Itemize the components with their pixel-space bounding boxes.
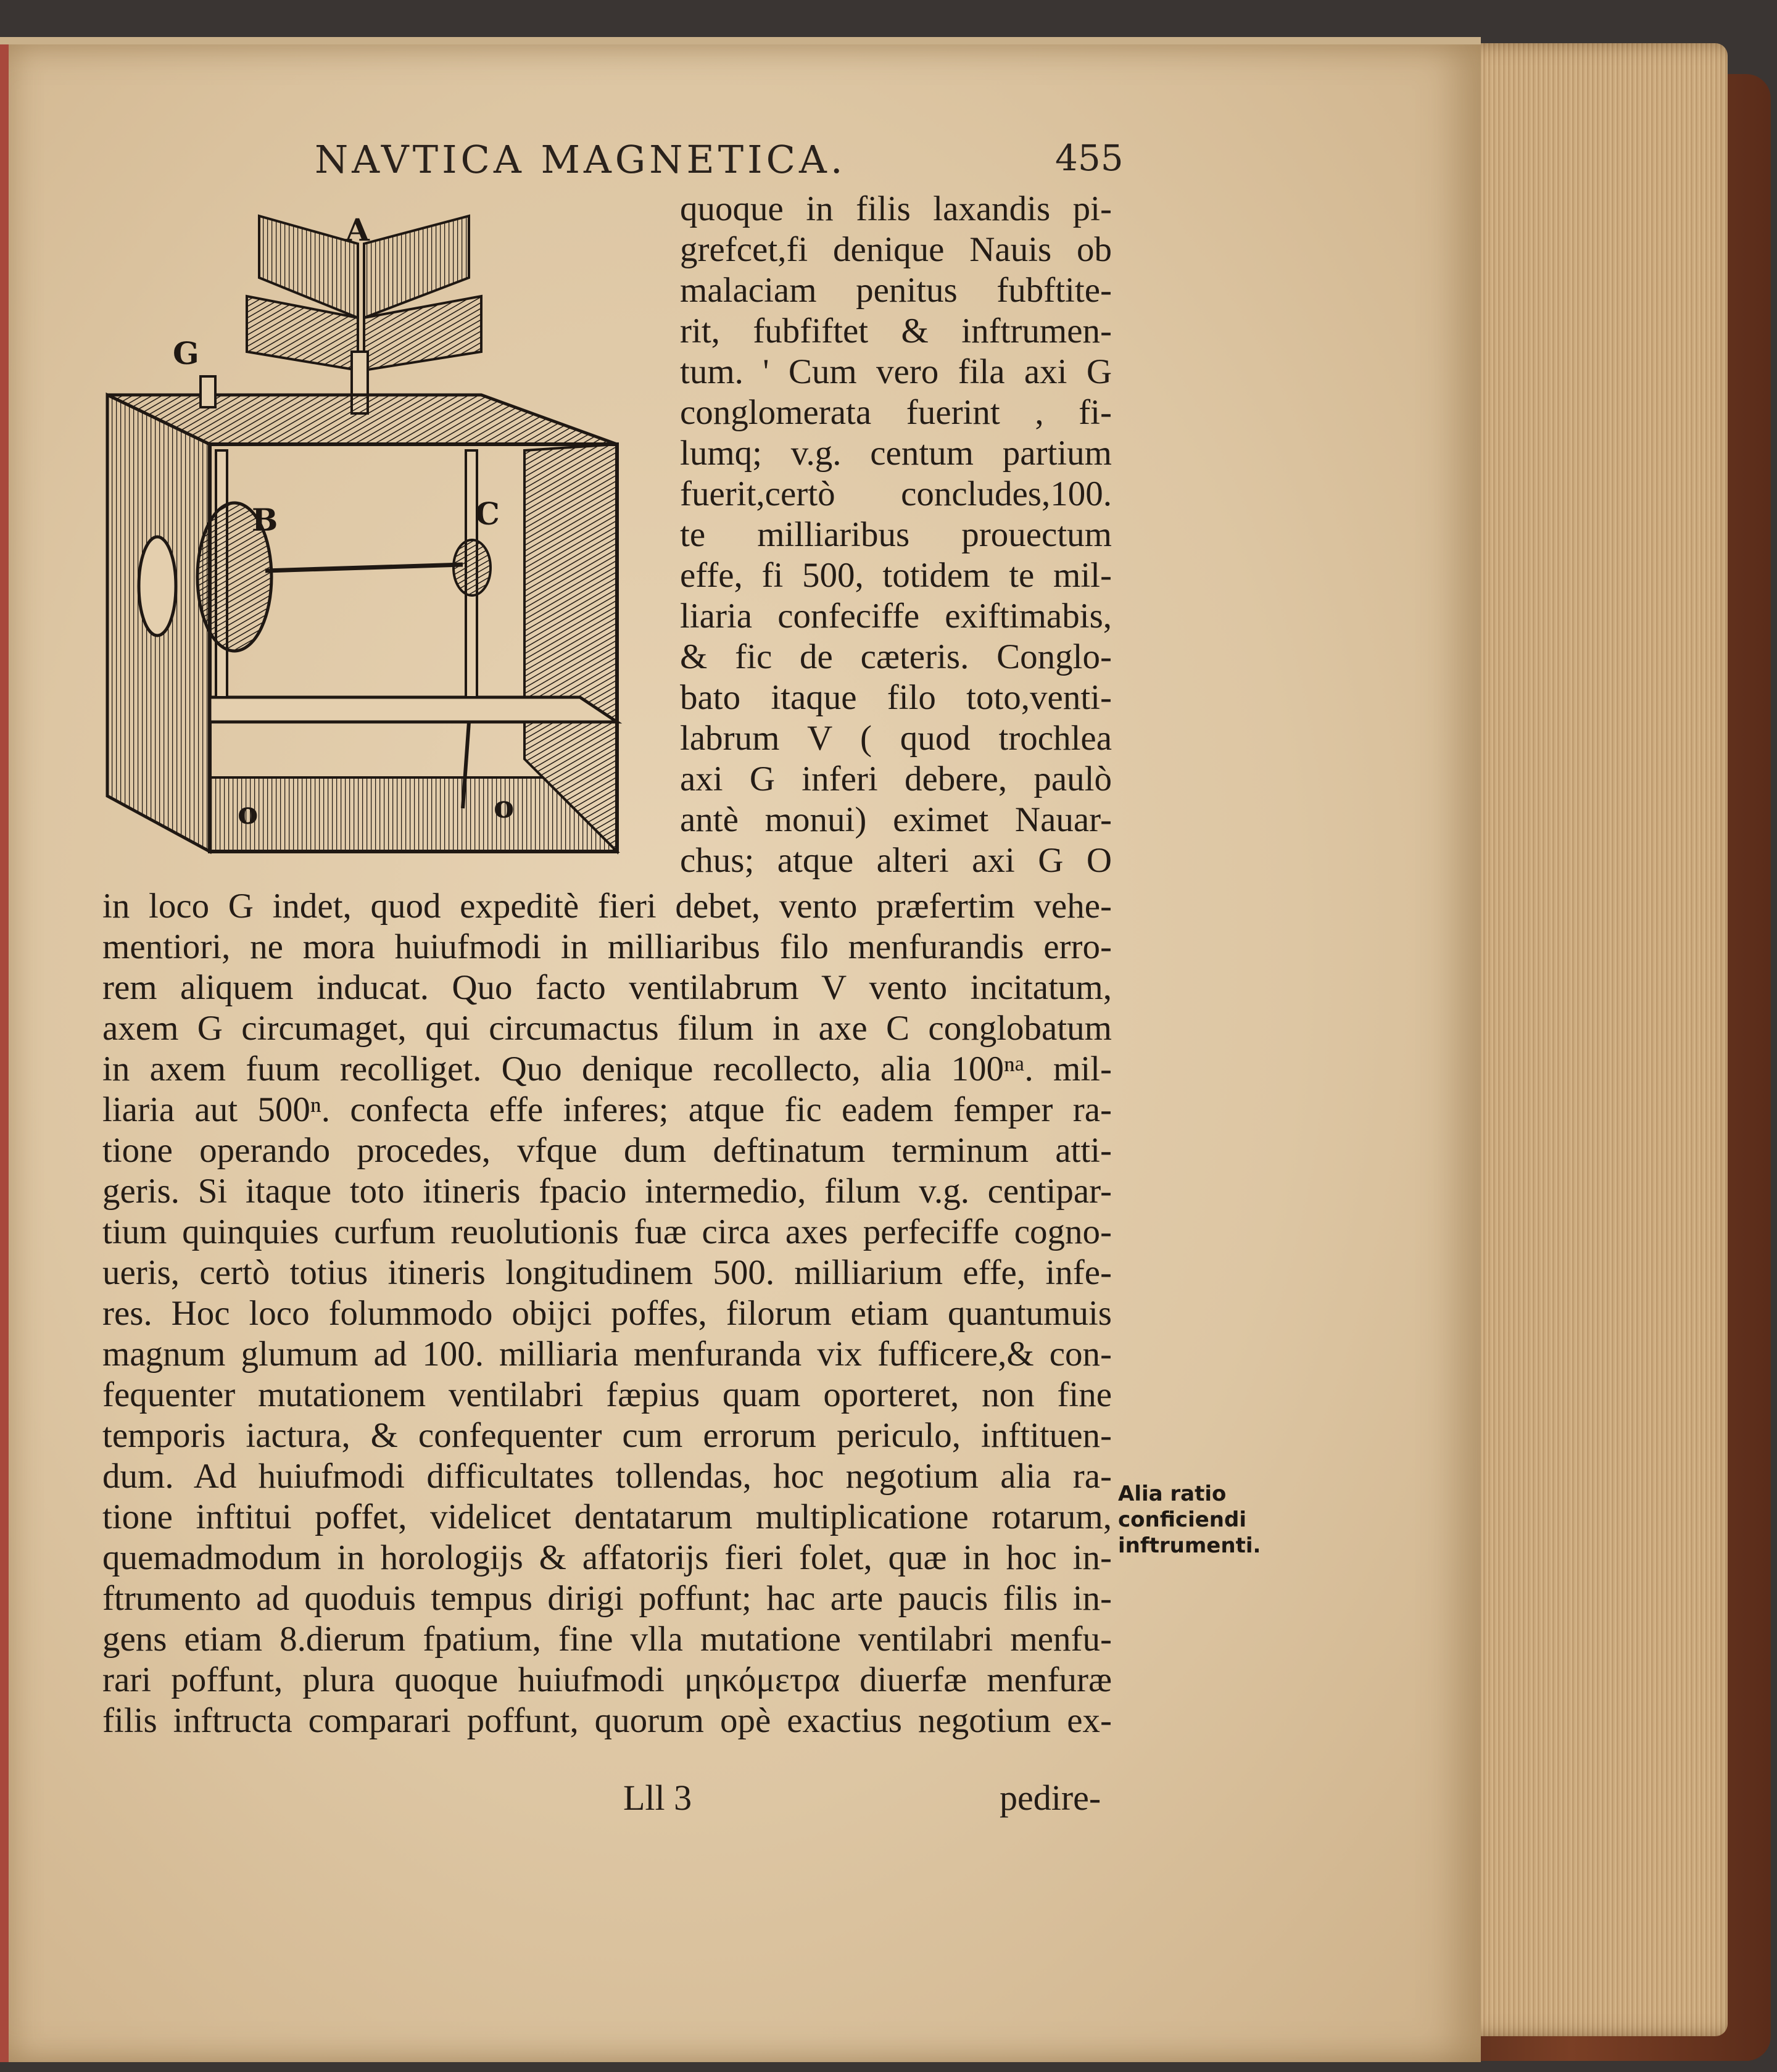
text-line: in axem fuum recolliget. Quo denique recollecto, alia 100ⁿᵃ. mil- bbox=[102, 1050, 1112, 1088]
left-page-edge bbox=[0, 44, 9, 2062]
side-hole bbox=[139, 537, 176, 636]
text-line: mentiori, ne mora huiufmodi in milliaribus filo menfurandis erro- bbox=[102, 927, 1112, 966]
text-line: quoque in filis laxandis pi- bbox=[680, 189, 1112, 228]
page-number: 455 bbox=[1055, 137, 1124, 179]
label-c: C bbox=[475, 495, 500, 532]
text-line: in loco G indet, quod expeditè fieri debet, vento præfertim vehe- bbox=[102, 887, 1112, 926]
text-line: conglomerata fuerint , fi- bbox=[680, 393, 1112, 432]
signature-mark: Lll 3 bbox=[623, 1778, 692, 1818]
text-line: quemadmodum in horologijs & affatorijs fieri folet, quæ in hoc in- bbox=[102, 1538, 1112, 1577]
label-b: B bbox=[252, 502, 278, 538]
text-line: magnum glumum ad 100. milliaria menfuranda vix fufficere,& con- bbox=[102, 1335, 1112, 1374]
text-line: liaria aut 500ⁿ. confecta effe inferes; atque fic eadem femper ra- bbox=[102, 1090, 1112, 1129]
text-line: grefcet,fi denique Nauis ob bbox=[680, 230, 1112, 269]
thread-line bbox=[265, 565, 463, 571]
text-line: tione operando procedes, vfque dum deftinatum terminum atti- bbox=[102, 1131, 1112, 1170]
marginal-note-line: Alia ratio bbox=[1118, 1481, 1227, 1506]
text-line: fequenter mutationem ventilabri fæpius quam oporteret, non fine bbox=[102, 1375, 1112, 1414]
text-line: filis inftructa comparari poffunt, quorum opè exactius negotium ex- bbox=[102, 1701, 1112, 1740]
text-line: temporis iactura, & confequenter cum errorum periculo, inftituen- bbox=[102, 1416, 1112, 1455]
thread-knot bbox=[454, 540, 491, 595]
text-line: te milliaribus prouectum bbox=[680, 515, 1112, 554]
label-o-left: o bbox=[238, 795, 259, 831]
text-line: antè monui) eximet Nauar- bbox=[680, 800, 1112, 839]
running-head bbox=[315, 137, 1124, 193]
axle-g-top bbox=[201, 376, 215, 407]
text-line: res. Hoc loco folummodo obijci poffes, filorum etiam quantumuis bbox=[102, 1294, 1112, 1333]
woodcut-svg bbox=[99, 204, 629, 870]
text-line: tione inftitui poffet, videlicet dentatarum multiplicatione rotarum, bbox=[102, 1498, 1112, 1536]
text-line: & fic de cæteris. Conglo- bbox=[680, 637, 1112, 676]
label-o-right: o bbox=[494, 789, 515, 825]
text-line: malaciam penitus fubftite- bbox=[680, 271, 1112, 310]
text-line: tium quinquies curfum reuolutionis fuæ circa axes perfeciffe cogno- bbox=[102, 1212, 1112, 1251]
text-line: rem aliquem inducat. Quo facto ventilabrum V vento incitatum, bbox=[102, 968, 1112, 1007]
text-line: fuerit,certò concludes,100. bbox=[680, 474, 1112, 513]
text-line: gens etiam 8.dierum fpatium, fine vlla mutatione ventilabri menfu- bbox=[102, 1620, 1112, 1659]
shelf bbox=[210, 697, 617, 722]
label-a: A bbox=[346, 212, 370, 248]
page-edges bbox=[1456, 43, 1728, 2036]
marginal-note bbox=[1118, 1481, 1303, 1559]
text-line: bato itaque filo toto,venti- bbox=[680, 678, 1112, 717]
woodcut-illustration bbox=[99, 204, 629, 870]
text-line: effe, fi 500, totidem te mil- bbox=[680, 556, 1112, 595]
text-line: dum. Ad huiufmodi difficultates tollendas, hoc negotium alia ra- bbox=[102, 1457, 1112, 1496]
text-line: geris. Si itaque toto itineris fpacio intermedio, filum v.g. centipar- bbox=[102, 1172, 1112, 1211]
text-line: ftrumento ad quoduis tempus dirigi poffunt; hac arte paucis filis in- bbox=[102, 1579, 1112, 1618]
marginal-note-line: inftrumenti. bbox=[1118, 1533, 1261, 1558]
running-title: NAVTICA MAGNETICA. bbox=[315, 137, 847, 182]
text-line: ueris, certò totius itineris longitudinem 500. milliarium effe, infe- bbox=[102, 1253, 1112, 1292]
text-line: axi G inferi debere, paulò bbox=[680, 760, 1112, 798]
text-line: lumq; v.g. centum partium bbox=[680, 434, 1112, 473]
text-line: tum. ' Cum vero fila axi G bbox=[680, 352, 1112, 391]
text-line: axem G circumaget, qui circumactus filum in axe C conglobatum bbox=[102, 1009, 1112, 1048]
label-g: G bbox=[173, 335, 199, 371]
text-line: labrum V ( quod trochlea bbox=[680, 719, 1112, 758]
text-line: liaria confeciffe exiftimabis, bbox=[680, 597, 1112, 636]
catchword: pedire- bbox=[1000, 1778, 1101, 1818]
text-line: rit, fubfiftet & inftrumen- bbox=[680, 312, 1112, 350]
marginal-note-line: conficiendi bbox=[1118, 1507, 1246, 1532]
text-line: chus; atque alteri axi G O bbox=[680, 841, 1112, 880]
text-line: rari poffunt, plura quoque huiufmodi μηκόμετρα diuerfæ menfuræ bbox=[102, 1660, 1112, 1699]
